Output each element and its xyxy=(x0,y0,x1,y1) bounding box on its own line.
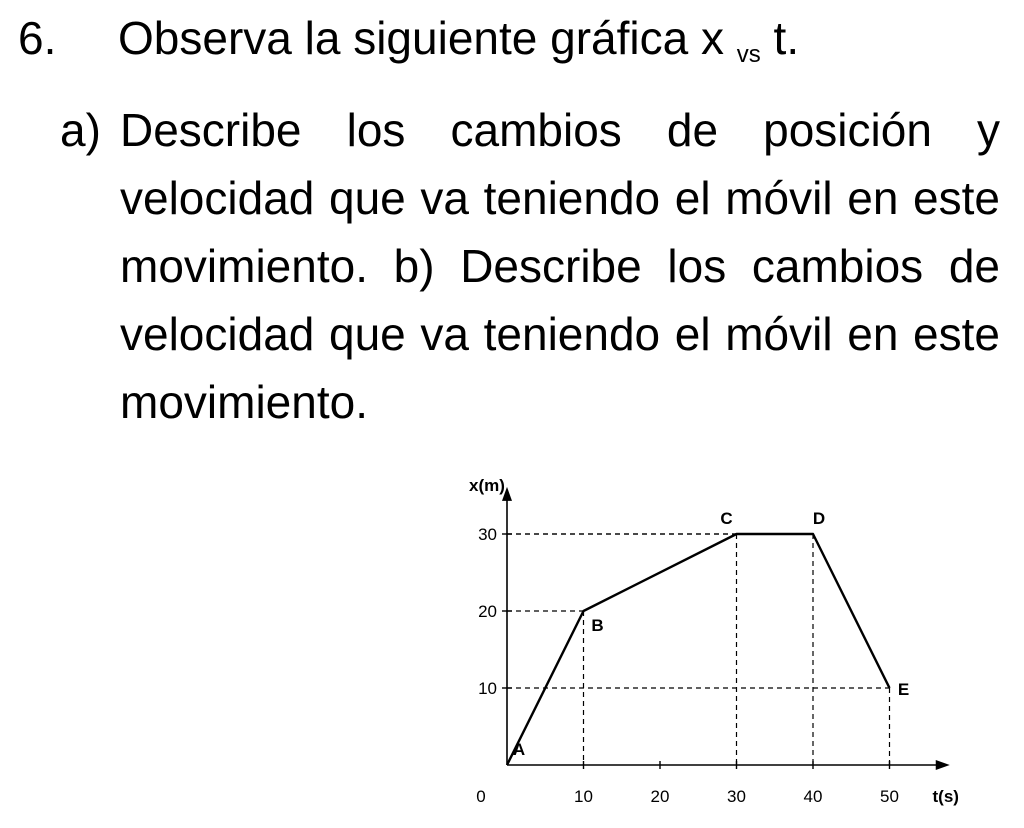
part-a-label: a) xyxy=(60,104,101,156)
point-label-C: C xyxy=(720,509,733,528)
x-axis-arrow xyxy=(936,760,950,770)
point-label-D: D xyxy=(812,509,826,528)
x-tick-label: 50 xyxy=(880,787,899,806)
question-number: 6. xyxy=(18,12,57,64)
question-text: Observa la siguiente gráfica x xyxy=(118,12,737,64)
x-axis-label: t(s) xyxy=(932,787,959,806)
x-tick-label: 10 xyxy=(574,787,593,806)
part-a-text: Describe los cambios de posición y velocidad que va teniendo el móvil en este movimiento. b) Describe los cambios de velocidad que va teniendo el móvil en este movimiento. xyxy=(120,104,1000,428)
x-tick-label: 20 xyxy=(650,787,670,806)
series xyxy=(507,534,890,765)
x-tick-label: 0 xyxy=(476,787,486,806)
question-subscript: vs xyxy=(736,41,761,68)
y-tick-label: 10 xyxy=(478,679,497,698)
point-label-A: A xyxy=(512,740,526,759)
point-label-E: E xyxy=(897,680,910,699)
question-text-end: t. xyxy=(760,12,800,64)
x-tick-label: 30 xyxy=(727,787,746,806)
point-label-B: B xyxy=(591,616,604,635)
ticks xyxy=(476,525,899,806)
x-tick-label: 40 xyxy=(803,787,823,806)
y-tick-label: 30 xyxy=(478,525,497,544)
chart-labels xyxy=(469,476,959,806)
axes xyxy=(502,487,950,770)
series-line xyxy=(507,534,890,765)
y-tick-label: 20 xyxy=(478,602,497,621)
y-axis-label: x(m) xyxy=(469,475,505,495)
